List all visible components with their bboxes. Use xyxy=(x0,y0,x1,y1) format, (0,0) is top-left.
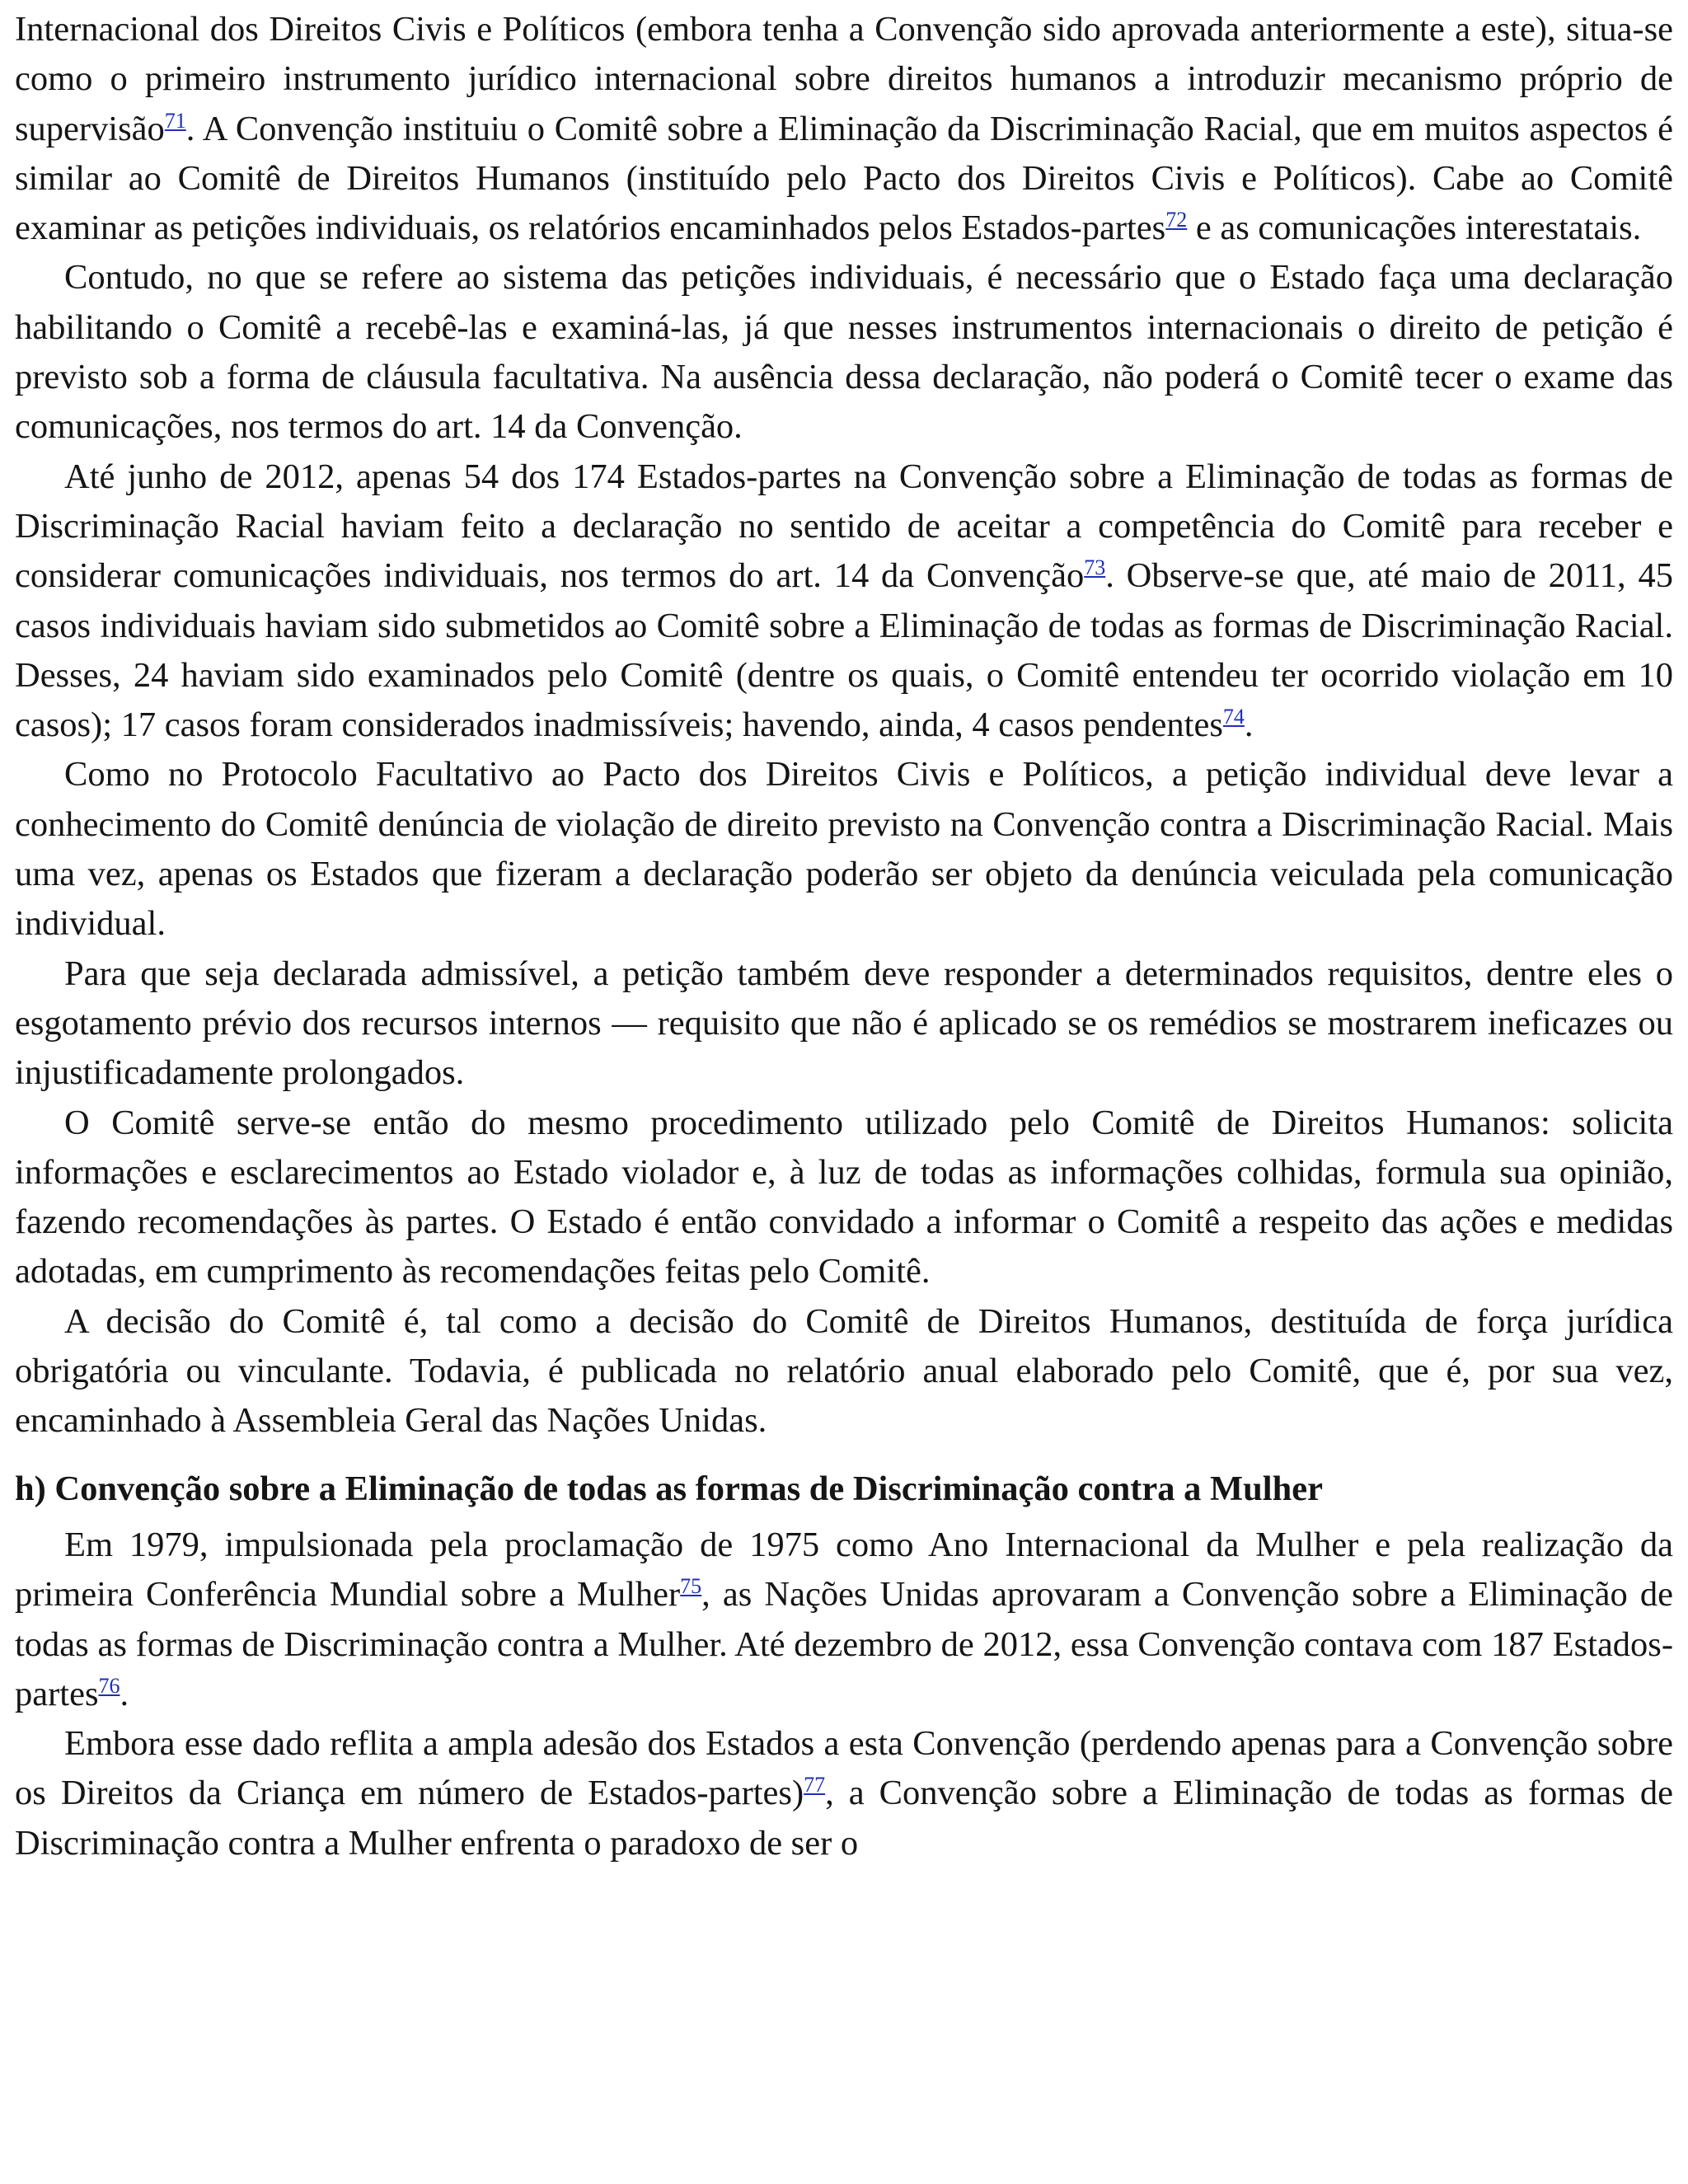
paragraph xyxy=(15,949,1673,1099)
paragraph-text: e as comunicações interestatais. xyxy=(1187,209,1642,248)
paragraph xyxy=(15,750,1673,949)
footnote-link[interactable]: 76 xyxy=(98,1673,120,1698)
paragraph-text: Até junho de 2012, apenas 54 dos 174 Estados-partes na Convenção sobre a Eliminação de todas as formas de Discriminação Racial haviam feito a declaração no sentido de aceitar a competência do Comitê para receber e considerar comunicações individuais, nos termos do art. 14 da Convenção xyxy=(15,457,1673,596)
paragraph-text: Como no Protocolo Facultativo ao Pacto dos Direitos Civis e Políticos, a petição individual deve levar a conhecimento do Comitê denúncia de violação de direito previsto na Convenção contra a Discriminação Racial. Mais uma vez, apenas os Estados que fizeram a declaração poderão ser objeto da denúncia veiculada pela comunicação individual. xyxy=(15,755,1673,944)
paragraph xyxy=(15,1297,1673,1446)
footnote-link[interactable]: 75 xyxy=(680,1574,702,1599)
paragraph-text: . Observe-se que, até maio de 2011, 45 casos individuais haviam sido submetidos ao Comitê sobre a Eliminação de todas as formas de Discriminação Racial. Desses, 24 haviam sido examinados pelo Comitê (dentre os quais, o Comitê entendeu ter ocorrido violação em 10 casos); 17 casos foram considerados inadmissíveis; havendo, ainda, 4 casos pendentes xyxy=(15,556,1673,745)
paragraph xyxy=(15,253,1673,452)
paragraph-text: , as Nações Unidas aprovaram a Convenção sobre a Eliminação de todas as formas de Discriminação contra a Mulher. Até dezembro de 2012, essa Convenção contava com 187 Estados-partes xyxy=(15,1575,1673,1713)
section-heading: h) Convenção sobre a Eliminação de todas as formas de Discriminação contra a Mulher xyxy=(15,1469,1323,1508)
paragraph-text: . xyxy=(1244,705,1254,745)
footnote-link[interactable]: 77 xyxy=(804,1773,826,1797)
footnote-link[interactable]: 71 xyxy=(164,108,186,133)
paragraph-text: Contudo, no que se refere ao sistema das petições individuais, é necessário que o Estado faça uma declaração habilitando o Comitê a recebê-las e examiná-las, já que nesses instrumentos internacionais o direito de petição é previsto sob a forma de cláusula facultativa. Na ausência dessa declaração, não poderá o Comitê tecer o exame das comunicações, nos termos do art. 14 da Convenção. xyxy=(15,258,1673,447)
body-section-1 xyxy=(15,5,1673,1446)
paragraph-text: A decisão do Comitê é, tal como a decisão do Comitê de Direitos Humanos, destituída de força jurídica obrigatória ou vinculante. Todavia, é publicada no relatório anual elaborado pelo Comitê, que é, por sua vez, encaminhado à Assembleia Geral das Nações Unidas. xyxy=(15,1301,1673,1441)
paragraph-text: O Comitê serve-se então do mesmo procedimento utilizado pelo Comitê de Direitos Humanos: solicita informações e esclarecimentos ao Estado violador e, à luz de todas as informações colhidas, formula sua opinião, fazendo recomendações às partes. O Estado é então convidado a informar o Comitê a respeito das ações e medidas adotadas, em cumprimento às recomendações feitas pelo Comitê. xyxy=(15,1103,1673,1291)
paragraph xyxy=(15,1099,1673,1297)
paragraph-text: . xyxy=(120,1674,129,1713)
footnote-link[interactable]: 73 xyxy=(1084,555,1106,580)
paragraph xyxy=(15,1521,1673,1719)
paragraph xyxy=(15,1719,1673,1868)
paragraph-text: Para que seja declarada admissível, a petição também deve responder a determinados requisitos, dentre eles o esgotamento prévio dos recursos internos — requisito que não é aplicado se os remédios se mostrarem ineficazes ou injustificadamente prolongados. xyxy=(15,954,1673,1093)
paragraph-text: Embora esse dado reflita a ampla adesão dos Estados a esta Convenção (perdendo apenas para a Convenção sobre os Direitos da Criança em número de Estados-partes) xyxy=(15,1724,1673,1813)
footnote-link[interactable]: 72 xyxy=(1165,208,1188,232)
paragraph-text: Em 1979, impulsionada pela proclamação de 1975 como Ano Internacional da Mulher e pela realização da primeira Conferência Mundial sobre a Mulher xyxy=(15,1525,1673,1615)
document-page xyxy=(15,5,1673,1868)
paragraph-text: Internacional dos Direitos Civis e Políticos (embora tenha a Convenção sido aprovada anteriormente a este), situa-se como o primeiro instrumento jurídico internacional sobre direitos humanos a introduzir mecanismo próprio de supervisão xyxy=(15,10,1673,148)
footnote-link[interactable]: 74 xyxy=(1222,705,1245,729)
body-section-2 xyxy=(15,1521,1673,1868)
paragraph-text: , a Convenção sobre a Eliminação de todas as formas de Discriminação contra a Mulher enfrenta o paradoxo de ser o xyxy=(15,1774,1673,1863)
paragraph xyxy=(15,5,1673,253)
paragraph-text: . A Convenção instituiu o Comitê sobre a Eliminação da Discriminação Racial, que em muitos aspectos é similar ao Comitê de Direitos Humanos (instituído pelo Pacto dos Direitos Civis e Políticos). Cabe ao Comitê examinar as petições individuais, os relatórios encaminhados pelos Estados-partes xyxy=(15,109,1673,248)
paragraph xyxy=(15,452,1673,751)
